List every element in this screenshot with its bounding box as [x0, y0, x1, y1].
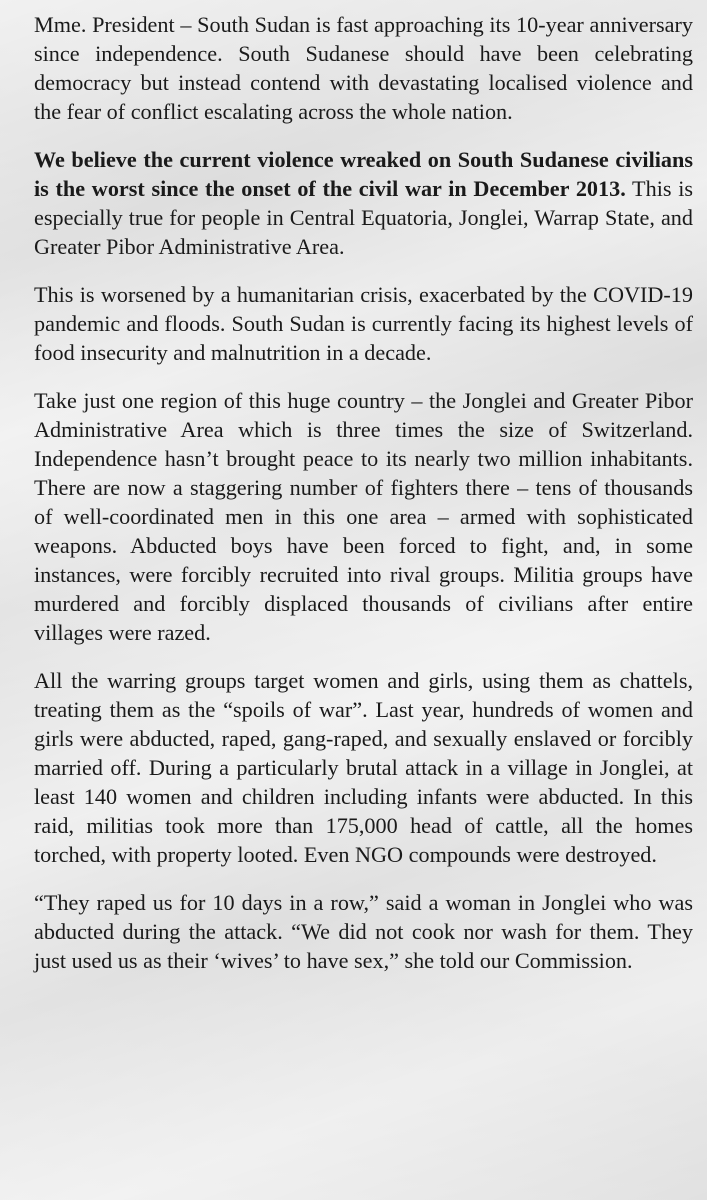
paragraph-6-text: “They raped us for 10 days in a row,” said a woman in Jonglei who was abducted during the attack. “We did not cook nor wash for them. They just used us as their ‘wives’ to have sex,” she told our Commission.	[34, 890, 693, 973]
paragraph-2-bold: We believe the current violence wreaked on South Sudanese civilians is the worst since the onset of the civil war in December 2013.	[34, 147, 693, 201]
paragraph-1	[34, 10, 693, 126]
paragraph-6	[34, 888, 693, 975]
paragraph-5-text: All the warring groups target women and girls, using them as chattels, treating them as the “spoils of war”. Last year, hundreds of women and girls were abducted, raped, gang-raped, and sexually enslaved or forcibly married off. During a particularly brutal attack in a village in Jonglei, at least 140 women and children including infants were abducted. In this raid, militias took more than 175,000 head of cattle, all the homes torched, with property looted. Even NGO compounds were destroyed.	[34, 668, 693, 867]
paragraph-4	[34, 386, 693, 647]
paragraph-1-text: Mme. President – South Sudan is fast approaching its 10-year anniversary since independence. South Sudanese should have been celebrating democracy but instead contend with devastating localised violence and the fear of conflict escalating across the whole nation.	[34, 12, 693, 124]
paragraph-5	[34, 666, 693, 869]
paragraph-3	[34, 280, 693, 367]
document-body	[34, 10, 693, 994]
paragraph-2	[34, 145, 693, 261]
paragraph-2-text: This is especially true for people in Central Equatoria, Jonglei, Warrap State, and Greater Pibor Administrative Area.	[34, 176, 694, 259]
paragraph-3-text: This is worsened by a humanitarian crisis, exacerbated by the COVID-19 pandemic and floods. South Sudan is currently facing its highest levels of food insecurity and malnutrition in a decade.	[34, 282, 693, 365]
paragraph-4-text: Take just one region of this huge country – the Jonglei and Greater Pibor Administrative Area which is three times the size of Switzerland. Independence hasn’t brought peace to its nearly two million inhabitants. There are now a staggering number of fighters there – tens of thousands of well-coordinated men in this one area – armed with sophisticated weapons. Abducted boys have been forced to fight, and, in some instances, were forcibly recruited into rival groups. Militia groups have murdered and forcibly displaced thousands of civilians after entire villages were razed.	[34, 388, 693, 645]
